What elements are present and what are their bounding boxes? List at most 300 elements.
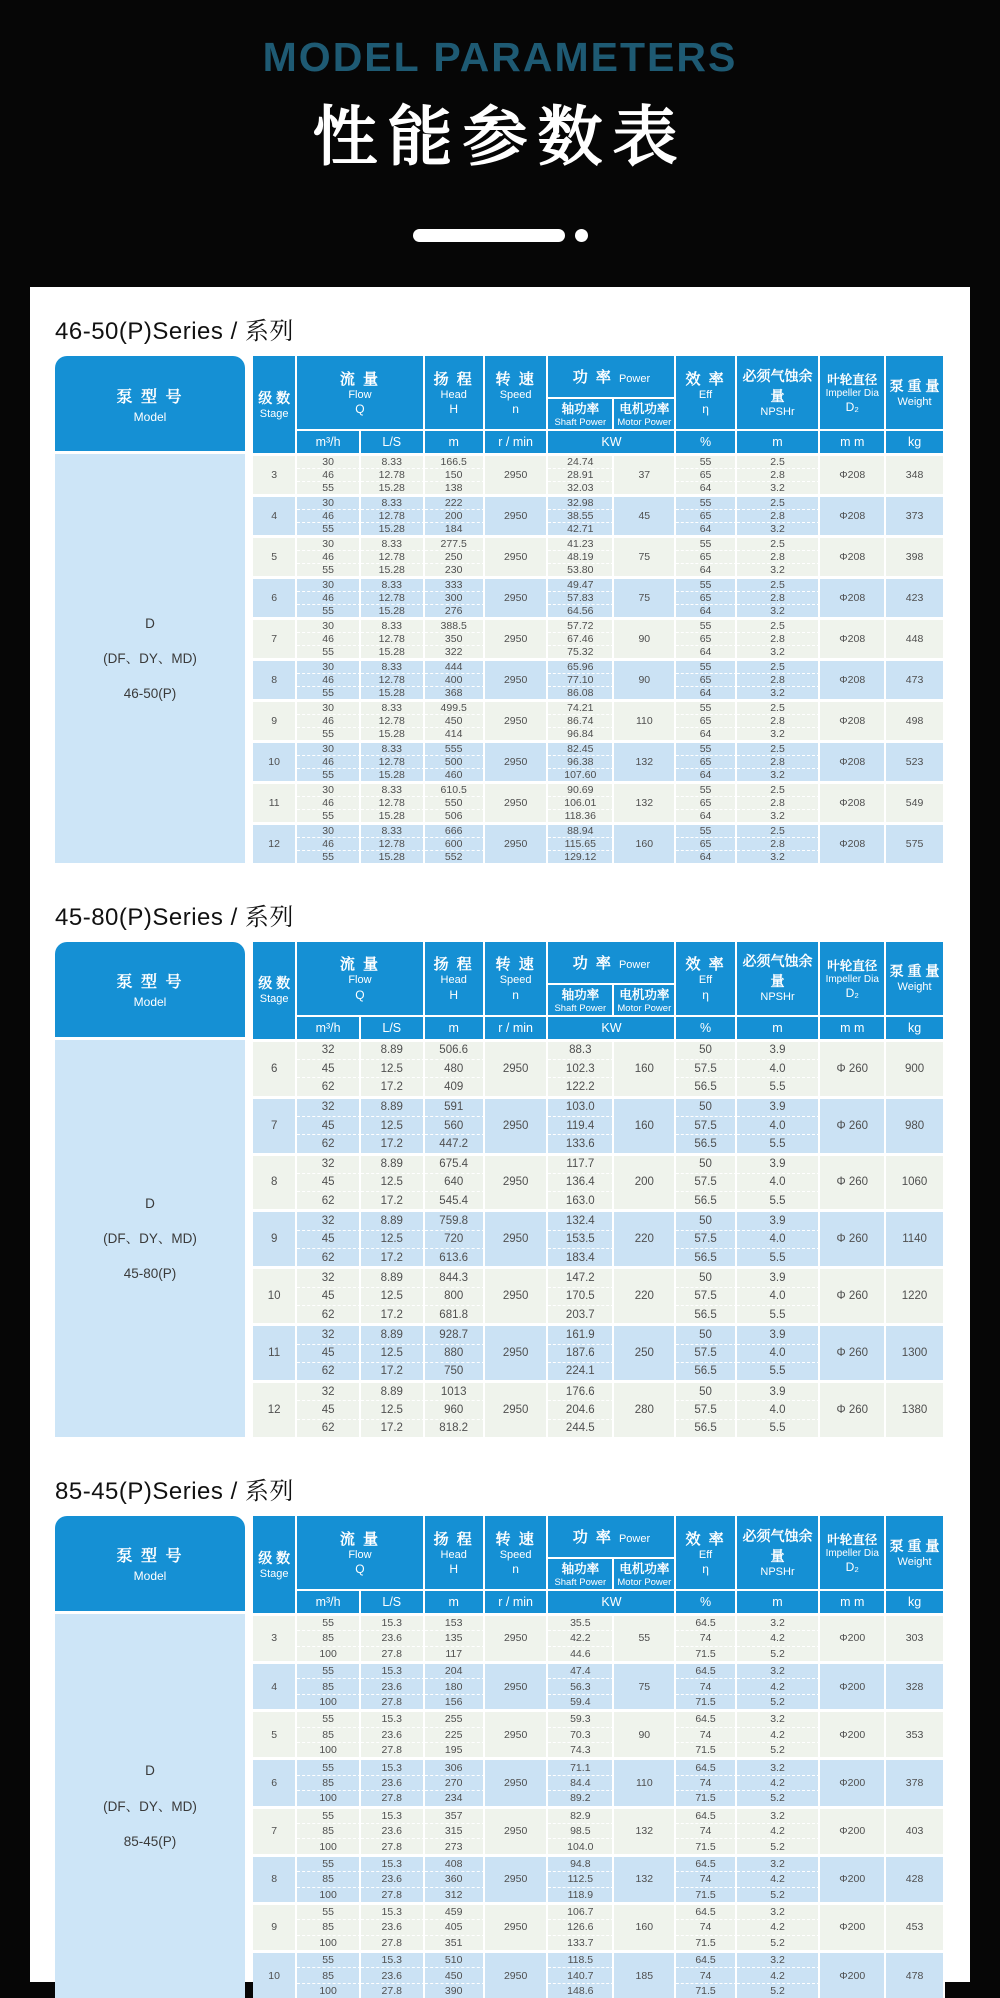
flow-ls-cell: 12.5 [361, 1231, 425, 1249]
flow-m3h-cell: 55 [297, 605, 361, 617]
flow-m3h-cell: 46 [297, 797, 361, 810]
head-cell: 681.8 [425, 1306, 485, 1323]
head-cell: 460 [425, 769, 485, 781]
flow-ls-cell: 8.33 [361, 535, 425, 551]
eff-cell: 71.5 [676, 1647, 736, 1661]
motor-power-cell: 75 [614, 535, 676, 576]
shaft-power-cell: 89.2 [548, 1791, 614, 1805]
flow-m3h-cell: 30 [297, 740, 361, 756]
shaft-power-cell: 59.4 [548, 1695, 614, 1709]
eff-cell: 57.5 [676, 1117, 736, 1135]
npshr-cell: 3.2 [737, 1757, 821, 1775]
head-cell: 315 [425, 1824, 485, 1839]
flow-m3h-cell: 100 [297, 1888, 361, 1902]
npshr-cell: 4.0 [737, 1174, 821, 1192]
shaft-power-cell: 163.0 [548, 1192, 614, 1209]
stage-cell: 8 [253, 1153, 297, 1210]
shaft-power-cell: 170.5 [548, 1288, 614, 1306]
flow-ls-cell: 15.3 [361, 1757, 425, 1775]
table-row [253, 781, 945, 797]
col-shaft-power: 轴功率 Shaft Power [548, 985, 614, 1015]
table-row [253, 535, 945, 551]
col-impeller: 叶轮直径 Impeller Dia D₂ [820, 942, 886, 1015]
shaft-power-cell: 84.4 [548, 1776, 614, 1791]
col-head: 扬 程 Head H [425, 356, 485, 429]
flow-m3h-cell: 55 [297, 1709, 361, 1727]
motor-power-cell: 280 [614, 1380, 676, 1437]
head-cell: 600 [425, 838, 485, 851]
eff-cell: 55 [676, 494, 736, 510]
col-stage: 级 数 Stage [253, 942, 297, 1039]
eff-cell: 74 [676, 1679, 736, 1694]
flow-ls-cell: 15.3 [361, 1661, 425, 1679]
col-impeller: 叶轮直径 Impeller Dia D₂ [820, 1516, 886, 1589]
col-weight: 泵 重 量 Weight [886, 942, 945, 1015]
shaft-power-cell: 75.32 [548, 646, 614, 658]
npshr-cell: 4.0 [737, 1060, 821, 1078]
shaft-power-cell: 44.6 [548, 1647, 614, 1661]
head-cell: 506 [425, 810, 485, 822]
speed-cell: 2950 [485, 1323, 549, 1380]
stage-cell: 10 [253, 1950, 297, 1998]
stage-cell: 9 [253, 699, 297, 740]
eff-cell: 74 [676, 1728, 736, 1743]
flow-ls-cell: 27.8 [361, 1647, 425, 1661]
motor-power-cell: 45 [614, 494, 676, 535]
eff-cell: 55 [676, 699, 736, 715]
stage-cell: 8 [253, 1854, 297, 1902]
npshr-cell: 3.2 [737, 646, 821, 658]
head-cell: 270 [425, 1776, 485, 1791]
flow-ls-cell: 12.5 [361, 1401, 425, 1419]
unit-weight: kg [886, 429, 945, 453]
eff-cell: 64 [676, 564, 736, 576]
eff-cell: 50 [676, 1096, 736, 1117]
units-row [253, 1015, 945, 1039]
motor-power-cell: 160 [614, 822, 676, 863]
npshr-cell: 4.2 [737, 1968, 821, 1983]
unit-speed: r / min [485, 429, 549, 453]
units-row [253, 429, 945, 453]
npshr-cell: 5.5 [737, 1306, 821, 1323]
impeller-cell: Φ 260 [820, 1323, 886, 1380]
npshr-cell: 4.2 [737, 1920, 821, 1935]
head-cell: 414 [425, 728, 485, 740]
flow-m3h-cell: 45 [297, 1345, 361, 1363]
flow-m3h-cell: 32 [297, 1096, 361, 1117]
npshr-cell: 2.8 [737, 797, 821, 810]
shaft-power-cell: 112.5 [548, 1872, 614, 1887]
npshr-cell: 3.2 [737, 482, 821, 494]
unit-head: m [425, 1589, 485, 1613]
motor-power-cell: 200 [614, 1153, 676, 1210]
head-cell: 135 [425, 1631, 485, 1646]
col-head: 扬 程 Head H [425, 1516, 485, 1589]
npshr-cell: 2.8 [737, 469, 821, 482]
head-cell: 550 [425, 797, 485, 810]
speed-cell: 2950 [485, 1806, 549, 1854]
flow-m3h-cell: 45 [297, 1401, 361, 1419]
weight-cell: 575 [886, 822, 945, 863]
flow-ls-cell: 8.89 [361, 1039, 425, 1060]
eff-cell: 56.5 [676, 1078, 736, 1095]
impeller-cell: Φ200 [820, 1709, 886, 1757]
flow-ls-cell: 12.5 [361, 1174, 425, 1192]
weight-cell: 900 [886, 1039, 945, 1096]
flow-ls-cell: 27.8 [361, 1791, 425, 1805]
speed-cell: 2950 [485, 453, 549, 494]
hero-subtitle: MODEL PARAMETERS [262, 34, 738, 80]
eff-cell: 56.5 [676, 1192, 736, 1209]
stage-cell: 11 [253, 1323, 297, 1380]
head-cell: 225 [425, 1728, 485, 1743]
shaft-power-cell: 94.8 [548, 1854, 614, 1872]
flow-m3h-cell: 55 [297, 810, 361, 822]
npshr-cell: 5.2 [737, 1743, 821, 1757]
eff-cell: 55 [676, 453, 736, 469]
flow-ls-cell: 23.6 [361, 1631, 425, 1646]
weight-cell: 403 [886, 1806, 945, 1854]
flow-m3h-cell: 30 [297, 453, 361, 469]
speed-cell: 2950 [485, 1709, 549, 1757]
stage-cell: 10 [253, 740, 297, 781]
npshr-cell: 5.2 [737, 1936, 821, 1950]
flow-ls-cell: 8.89 [361, 1323, 425, 1344]
stage-cell: 7 [253, 617, 297, 658]
eff-cell: 64.5 [676, 1757, 736, 1775]
npshr-cell: 3.9 [737, 1096, 821, 1117]
flow-m3h-cell: 46 [297, 592, 361, 605]
flow-m3h-cell: 62 [297, 1078, 361, 1095]
flow-ls-cell: 15.28 [361, 810, 425, 822]
eff-cell: 57.5 [676, 1174, 736, 1192]
flow-m3h-cell: 55 [297, 1950, 361, 1968]
flow-m3h-cell: 45 [297, 1174, 361, 1192]
npshr-cell: 5.2 [737, 1647, 821, 1661]
impeller-cell: Φ208 [820, 453, 886, 494]
impeller-cell: Φ208 [820, 658, 886, 699]
speed-cell: 2950 [485, 822, 549, 863]
npshr-cell: 5.2 [737, 1791, 821, 1805]
shaft-power-cell: 42.71 [548, 523, 614, 535]
shaft-power-cell: 106.01 [548, 797, 614, 810]
flow-ls-cell: 12.5 [361, 1060, 425, 1078]
npshr-cell: 5.2 [737, 1984, 821, 1998]
head-cell: 444 [425, 658, 485, 674]
weight-cell: 1220 [886, 1266, 945, 1323]
npshr-cell: 5.5 [737, 1420, 821, 1437]
head-cell: 166.5 [425, 453, 485, 469]
eff-cell: 64 [676, 523, 736, 535]
flow-ls-cell: 27.8 [361, 1936, 425, 1950]
flow-ls-cell: 23.6 [361, 1728, 425, 1743]
table-row [253, 699, 945, 715]
flow-m3h-cell: 55 [297, 687, 361, 699]
weight-cell: 378 [886, 1757, 945, 1805]
unit-ls: L/S [361, 1589, 425, 1613]
flow-ls-cell: 15.3 [361, 1950, 425, 1968]
weight-cell: 303 [886, 1613, 945, 1661]
motor-power-cell: 90 [614, 617, 676, 658]
npshr-cell: 2.5 [737, 535, 821, 551]
head-cell: 350 [425, 633, 485, 646]
eff-cell: 64.5 [676, 1806, 736, 1824]
flow-ls-cell: 8.89 [361, 1153, 425, 1174]
eff-cell: 57.5 [676, 1060, 736, 1078]
npshr-cell: 3.9 [737, 1266, 821, 1287]
flow-ls-cell: 15.3 [361, 1709, 425, 1727]
impeller-cell: Φ200 [820, 1661, 886, 1709]
shaft-power-cell: 41.23 [548, 535, 614, 551]
flow-m3h-cell: 46 [297, 838, 361, 851]
table-row [253, 1209, 945, 1230]
model-name: D (DF、DY、MD) 85-45(P) [55, 1614, 245, 1998]
shaft-power-cell: 117.7 [548, 1153, 614, 1174]
impeller-cell: Φ 260 [820, 1209, 886, 1266]
eff-cell: 64 [676, 482, 736, 494]
shaft-power-cell: 133.7 [548, 1936, 614, 1950]
stage-cell: 12 [253, 822, 297, 863]
col-shaft-power: 轴功率 Shaft Power [548, 399, 614, 429]
shaft-power-cell: 187.6 [548, 1345, 614, 1363]
col-stage: 级 数 Stage [253, 356, 297, 453]
motor-power-cell: 132 [614, 781, 676, 822]
unit-m3h: m³/h [297, 1015, 361, 1039]
npshr-cell: 3.2 [737, 564, 821, 576]
npshr-cell: 3.2 [737, 687, 821, 699]
npshr-cell: 5.2 [737, 1888, 821, 1902]
npshr-cell: 2.8 [737, 592, 821, 605]
col-weight: 泵 重 量 Weight [886, 1516, 945, 1589]
npshr-cell: 3.2 [737, 769, 821, 781]
series-title: 85-45(P)Series / 系列 [55, 1477, 294, 1505]
units-row [253, 1589, 945, 1613]
eff-cell: 65 [676, 469, 736, 482]
speed-cell: 2950 [485, 576, 549, 617]
eff-cell: 57.5 [676, 1401, 736, 1419]
model-column [55, 1516, 245, 1998]
eff-cell: 50 [676, 1153, 736, 1174]
flow-m3h-cell: 45 [297, 1060, 361, 1078]
eff-cell: 64.5 [676, 1902, 736, 1920]
eff-cell: 71.5 [676, 1839, 736, 1853]
speed-cell: 2950 [485, 699, 549, 740]
shaft-power-cell: 65.96 [548, 658, 614, 674]
flow-m3h-cell: 32 [297, 1380, 361, 1401]
motor-power-cell: 75 [614, 1661, 676, 1709]
weight-cell: 980 [886, 1096, 945, 1153]
hero-section [0, 0, 1000, 287]
eff-cell: 74 [676, 1968, 736, 1983]
table-row [253, 1096, 945, 1117]
flow-m3h-cell: 46 [297, 469, 361, 482]
eff-cell: 64 [676, 810, 736, 822]
head-cell: 234 [425, 1791, 485, 1805]
head-cell: 117 [425, 1647, 485, 1661]
head-cell: 720 [425, 1231, 485, 1249]
flow-ls-cell: 8.33 [361, 740, 425, 756]
flow-m3h-cell: 100 [297, 1647, 361, 1661]
head-cell: 306 [425, 1757, 485, 1775]
motor-power-cell: 160 [614, 1902, 676, 1950]
head-cell: 204 [425, 1661, 485, 1679]
npshr-cell: 5.5 [737, 1135, 821, 1152]
unit-m3h: m³/h [297, 1589, 361, 1613]
head-cell: 545.4 [425, 1192, 485, 1209]
shaft-power-cell: 118.36 [548, 810, 614, 822]
table-row [253, 576, 945, 592]
impeller-cell: Φ208 [820, 781, 886, 822]
head-cell: 560 [425, 1117, 485, 1135]
speed-cell: 2950 [485, 1209, 549, 1266]
flow-m3h-cell: 55 [297, 1806, 361, 1824]
head-cell: 960 [425, 1401, 485, 1419]
flow-ls-cell: 23.6 [361, 1968, 425, 1983]
flow-ls-cell: 23.6 [361, 1679, 425, 1694]
eff-cell: 50 [676, 1266, 736, 1287]
series-section-3 [55, 1471, 945, 1998]
npshr-cell: 3.2 [737, 810, 821, 822]
col-speed: 转 速 Speed n [485, 1516, 549, 1589]
head-cell: 510 [425, 1950, 485, 1968]
speed-cell: 2950 [485, 1266, 549, 1323]
head-cell: 360 [425, 1872, 485, 1887]
flow-ls-cell: 15.28 [361, 646, 425, 658]
flow-m3h-cell: 85 [297, 1872, 361, 1887]
npshr-cell: 3.2 [737, 605, 821, 617]
head-cell: 312 [425, 1888, 485, 1902]
eff-cell: 56.5 [676, 1249, 736, 1266]
speed-cell: 2950 [485, 658, 549, 699]
model-name: D (DF、DY、MD) 46-50(P) [55, 454, 245, 863]
weight-cell: 428 [886, 1854, 945, 1902]
npshr-cell: 5.5 [737, 1363, 821, 1380]
npshr-cell: 3.2 [737, 523, 821, 535]
shaft-power-cell: 77.10 [548, 674, 614, 687]
flow-m3h-cell: 100 [297, 1695, 361, 1709]
npshr-cell: 3.9 [737, 1209, 821, 1230]
shaft-power-cell: 82.45 [548, 740, 614, 756]
flow-ls-cell: 8.89 [361, 1266, 425, 1287]
npshr-cell: 2.5 [737, 781, 821, 797]
head-cell: 222 [425, 494, 485, 510]
unit-ls: L/S [361, 1015, 425, 1039]
eff-cell: 74 [676, 1920, 736, 1935]
model-column [55, 356, 245, 863]
model-header: 泵 型 号 Model [55, 356, 245, 451]
flow-m3h-cell: 32 [297, 1039, 361, 1060]
flow-ls-cell: 23.6 [361, 1824, 425, 1839]
head-cell: 666 [425, 822, 485, 838]
head-cell: 750 [425, 1363, 485, 1380]
flow-ls-cell: 15.28 [361, 564, 425, 576]
speed-cell: 2950 [485, 1613, 549, 1661]
table-row [253, 1661, 945, 1679]
table-row [253, 617, 945, 633]
flow-ls-cell: 8.89 [361, 1096, 425, 1117]
flow-ls-cell: 27.8 [361, 1984, 425, 1998]
head-cell: 409 [425, 1078, 485, 1095]
flow-ls-cell: 12.78 [361, 551, 425, 564]
flow-ls-cell: 23.6 [361, 1920, 425, 1935]
shaft-power-cell: 82.9 [548, 1806, 614, 1824]
table-row [253, 740, 945, 756]
npshr-cell: 2.5 [737, 576, 821, 592]
eff-cell: 71.5 [676, 1984, 736, 1998]
speed-cell: 2950 [485, 1661, 549, 1709]
npshr-cell: 2.5 [737, 617, 821, 633]
npshr-cell: 4.0 [737, 1117, 821, 1135]
data-grid [253, 942, 945, 1437]
npshr-cell: 2.8 [737, 510, 821, 523]
head-cell: 506.6 [425, 1039, 485, 1060]
npshr-cell: 3.2 [737, 1902, 821, 1920]
eff-cell: 55 [676, 822, 736, 838]
eff-cell: 64 [676, 769, 736, 781]
weight-cell: 1140 [886, 1209, 945, 1266]
npshr-cell: 3.2 [737, 1709, 821, 1727]
shaft-power-cell: 74.3 [548, 1743, 614, 1757]
head-cell: 459 [425, 1902, 485, 1920]
npshr-cell: 2.5 [737, 494, 821, 510]
eff-cell: 55 [676, 576, 736, 592]
head-cell: 333 [425, 576, 485, 592]
col-flow: 流 量 Flow Q [297, 942, 424, 1015]
eff-cell: 71.5 [676, 1936, 736, 1950]
flow-ls-cell: 27.8 [361, 1695, 425, 1709]
weight-cell: 478 [886, 1950, 945, 1998]
motor-power-cell: 110 [614, 699, 676, 740]
unit-power: KW [548, 1015, 676, 1039]
head-cell: 184 [425, 523, 485, 535]
flow-ls-cell: 12.78 [361, 510, 425, 523]
flow-ls-cell: 23.6 [361, 1872, 425, 1887]
flow-m3h-cell: 85 [297, 1920, 361, 1935]
eff-cell: 64.5 [676, 1709, 736, 1727]
head-cell: 499.5 [425, 699, 485, 715]
series-section-2 [55, 897, 945, 1437]
impeller-cell: Φ200 [820, 1757, 886, 1805]
flow-ls-cell: 8.33 [361, 494, 425, 510]
flow-ls-cell: 15.3 [361, 1902, 425, 1920]
eff-cell: 74 [676, 1776, 736, 1791]
npshr-cell: 3.2 [737, 1661, 821, 1679]
npshr-cell: 3.9 [737, 1323, 821, 1344]
head-cell: 408 [425, 1854, 485, 1872]
weight-cell: 328 [886, 1661, 945, 1709]
motor-power-cell: 75 [614, 576, 676, 617]
head-cell: 613.6 [425, 1249, 485, 1266]
stage-cell: 5 [253, 535, 297, 576]
shaft-power-cell: 71.1 [548, 1757, 614, 1775]
flow-ls-cell: 8.33 [361, 453, 425, 469]
unit-power: KW [548, 429, 676, 453]
eff-cell: 65 [676, 715, 736, 728]
weight-cell: 498 [886, 699, 945, 740]
stage-cell: 7 [253, 1806, 297, 1854]
eff-cell: 57.5 [676, 1231, 736, 1249]
flow-ls-cell: 12.78 [361, 633, 425, 646]
col-speed: 转 速 Speed n [485, 942, 549, 1015]
eff-cell: 64.5 [676, 1950, 736, 1968]
shaft-power-cell: 49.47 [548, 576, 614, 592]
flow-m3h-cell: 55 [297, 769, 361, 781]
stage-cell: 10 [253, 1266, 297, 1323]
flow-m3h-cell: 55 [297, 1854, 361, 1872]
unit-ls: L/S [361, 429, 425, 453]
unit-m3h: m³/h [297, 429, 361, 453]
unit-head: m [425, 429, 485, 453]
